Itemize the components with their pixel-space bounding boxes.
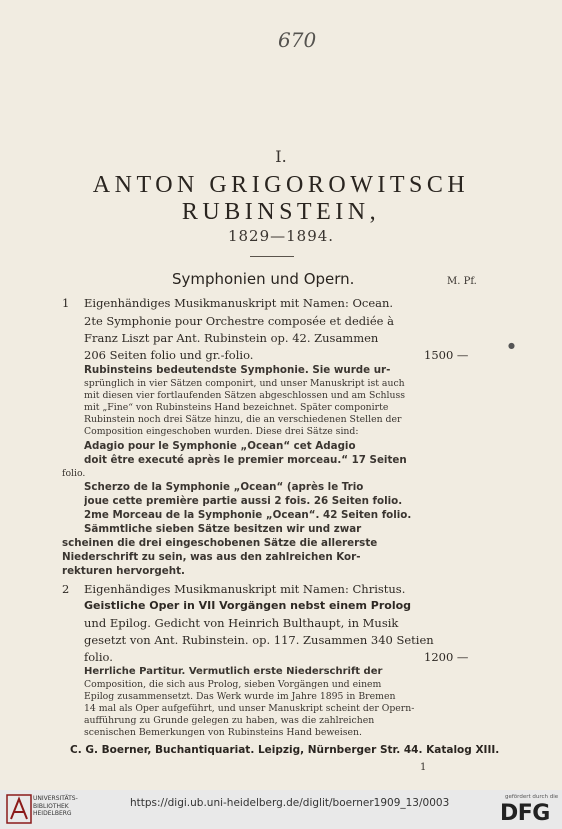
item-line: Eigenhändiges Musikmanuskript mit Namen: Ocean. — [84, 296, 394, 310]
section-number: I. — [275, 147, 287, 166]
note-line: joue cette première partie aussi 2 fois. 26 Seiten folio. — [84, 495, 403, 507]
note-line: Epilog zusammensetzt. Das Werk wurde im Jahre 1895 in Bremen — [84, 691, 396, 702]
note-line: sprünglich in vier Sätzen componirt, und unser Manuskript ist auch — [84, 378, 405, 389]
note-line: mit „Fine“ von Rubinsteins Hand bezeichnet. Später componirte — [84, 402, 389, 413]
note-line: Scherzo de la Symphonie „Ocean“ (après le Trio — [84, 481, 364, 493]
item-line: und Epilog. Gedicht von Heinrich Bulthaupt, in Musik — [84, 616, 399, 630]
funded-by-label: gefördert durch die — [505, 794, 559, 800]
permalink-url[interactable]: https://digi.ub.uni-heidelberg.de/diglit/boerner1909_13/0003 — [130, 797, 450, 809]
item-line: Franz Liszt par Ant. Rubinstein op. 42. Zusammen — [84, 331, 379, 345]
divider — [250, 256, 294, 257]
item-line: gesetzt von Ant. Rubinstein. op. 117. Zusammen 340 Setien — [84, 633, 434, 647]
item-line: Geistliche Oper in VII Vorgängen nebst einem Prolog — [84, 599, 412, 612]
viewer-bar — [0, 790, 562, 829]
library-seal-icon — [6, 794, 32, 824]
dfg-logo: DFG — [500, 801, 550, 826]
composer-life-dates: 1829—1894. — [227, 227, 335, 245]
note-line: Sämmtliche sieben Sätze besitzen wir und zwar — [84, 523, 362, 535]
item-price: 1500 — — [424, 348, 469, 362]
note-line: rekturen hervorgeht. — [62, 565, 185, 577]
section-title: Symphonien und Opern. — [172, 270, 355, 288]
note-line: 2me Morceau de la Symphonie „Ocean“. 42 Seiten folio. — [84, 509, 412, 521]
note-line: mit diesen vier fortlaufenden Sätzen abgeschlossen und am Schluss — [84, 390, 406, 401]
pencil-page-note: 670 — [278, 28, 317, 52]
note-line: folio. — [62, 468, 86, 479]
item-line: folio. — [84, 650, 113, 664]
item-line: Eigenhändiges Musikmanuskript mit Namen: Christus. — [84, 582, 406, 596]
composer-name-line2: RUBINSTEIN, — [181, 199, 381, 225]
note-line: 14 mal als Oper aufgeführt, und unser Manuskript scheint der Opern- — [84, 703, 415, 714]
note-line: Adagio pour le Symphonie „Ocean“ cet Adagio — [84, 440, 356, 452]
composer-name-line1: ANTON GRIGOROWITSCH — [92, 172, 470, 198]
note-line: aufführung zu Grunde gelegen zu haben, was die zahlreichen — [84, 715, 375, 726]
item-line: 2te Symphonie pour Orchestre composée et dediée à — [84, 314, 394, 328]
catalog-imprint: C. G. Boerner, Buchantiquariat. Leipzig, Nürnberger Str. 44. Katalog XIII. — [70, 744, 500, 756]
note-line: Herrliche Partitur. Vermutlich erste Niederschrift der — [84, 666, 383, 677]
note-line: Rubinsteins bedeutendste Symphonie. Sie wurde ur- — [84, 364, 391, 376]
note-line: scenischen Bemerkungen von Rubinsteins Hand beweisen. — [84, 727, 362, 738]
note-line: Composition, die sich aus Prolog, sieben Vorgängen und einem — [84, 679, 382, 690]
note-line: scheinen die drei eingeschobenen Sätze die allererste — [62, 537, 378, 549]
item-number: 2 — [62, 582, 70, 596]
item-number: 1 — [62, 296, 70, 310]
price-column-headers: M. Pf. — [447, 276, 477, 287]
note-line: Composition eingeschoben wurden. Diese drei Sätze sind: — [84, 426, 359, 437]
note-line: Niederschrift zu sein, was aus den zahlreichen Kor- — [62, 551, 361, 563]
note-line: doit être executé après le premier morceau.“ 17 Seiten — [84, 454, 407, 466]
page-number: 1 — [420, 762, 427, 773]
item-line: 206 Seiten folio und gr.-folio. — [84, 348, 254, 362]
library-name: UNIVERSITÄTS- BIBLIOTHEK HEIDELBERG — [33, 795, 78, 817]
note-line: Rubinstein noch drei Sätze hinzu, die an verschiedenen Stellen der — [84, 414, 402, 425]
margin-dot: ● — [508, 341, 515, 350]
item-price: 1200 — — [424, 650, 469, 664]
